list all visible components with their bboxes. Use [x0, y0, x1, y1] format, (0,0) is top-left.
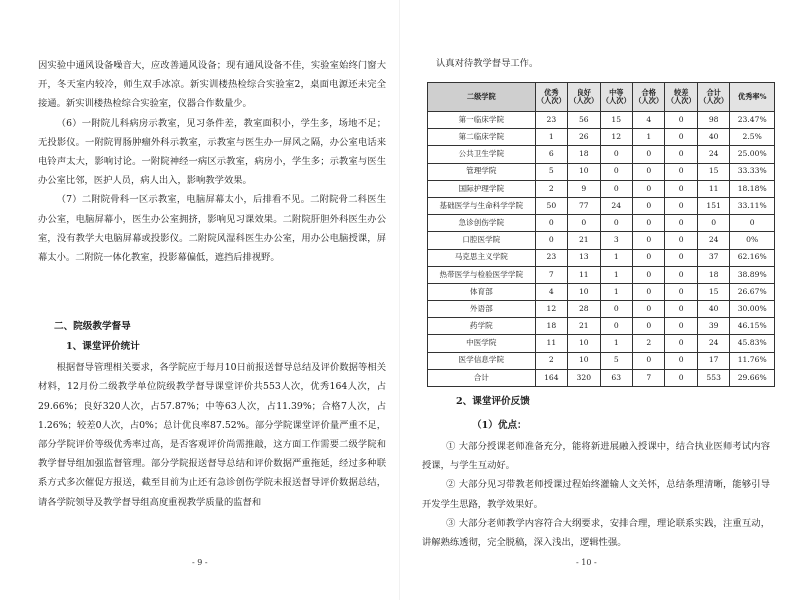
merit-marker: ② — [446, 479, 459, 491]
table-row — [428, 318, 775, 335]
table-cell-value: 38.89% — [730, 266, 775, 283]
table-cell-value: 0 — [665, 112, 697, 129]
table-cell-value: 18 — [535, 318, 567, 335]
merit-text: 大部分授课老师准备充分，能将新进展融入授课中，结合执业医师考试内容授课，与学生互动好。 — [422, 441, 770, 472]
table-cell-value: 1 — [600, 249, 632, 266]
table-header-cell: 较差 （人次） — [665, 83, 697, 112]
table-cell-value: 0 — [665, 352, 697, 369]
table-cell-value: 0 — [633, 180, 665, 197]
table-cell-value: 2 — [535, 352, 567, 369]
table-cell-value: 63 — [600, 369, 632, 386]
table-cell-value: 18.18% — [730, 180, 775, 197]
table-cell-value: 11 — [697, 180, 729, 197]
table-row — [428, 369, 775, 386]
table-cell-value: 2.5% — [730, 129, 775, 146]
table-cell-value: 0 — [665, 180, 697, 197]
table-cell-college: 基础医学与生命科学学院 — [428, 197, 536, 214]
table-cell-value: 26.67% — [730, 283, 775, 300]
table-header-cell: 优秀率% — [730, 83, 775, 112]
subsection-heading-2: 2、课堂评价反馈 — [456, 396, 530, 407]
table-cell-value: 0 — [633, 318, 665, 335]
page-10 — [400, 0, 800, 600]
table-header-cell: 合格 （人次） — [633, 83, 665, 112]
page-number-left: - 9 - — [192, 558, 208, 567]
table-cell-college: 口腔医学院 — [428, 232, 536, 249]
table-cell-value: 30.00% — [730, 301, 775, 318]
table-cell-value: 0 — [665, 215, 697, 232]
table-row — [428, 301, 775, 318]
table-cell-value: 56 — [568, 112, 600, 129]
table-cell-value: 11 — [535, 335, 567, 352]
table-cell-value: 18 — [697, 266, 729, 283]
table-cell-value: 0 — [633, 232, 665, 249]
table-cell-value: 0 — [665, 318, 697, 335]
table-cell-value: 17 — [697, 352, 729, 369]
table-cell-college: 急诊创伤学院 — [428, 215, 536, 232]
paragraph-intro: 认真对待教学督导工作。 — [436, 58, 539, 69]
table-cell-value: 37 — [697, 249, 729, 266]
table-cell-college: 第一临床学院 — [428, 112, 536, 129]
table-cell-college: 中医学院 — [428, 335, 536, 352]
table-cell-value: 11.76% — [730, 352, 775, 369]
table-cell-value: 15 — [697, 283, 729, 300]
table-cell-value: 3 — [600, 232, 632, 249]
table-cell-value: 4 — [633, 112, 665, 129]
table-cell-value: 0 — [600, 301, 632, 318]
table-cell-value: 0 — [665, 146, 697, 163]
table-cell-college: 合计 — [428, 369, 536, 386]
table-cell-college: 外语部 — [428, 301, 536, 318]
table-cell-value: 7 — [633, 369, 665, 386]
paragraph-item-7: （7）二附院骨科一区示教室，电脑屏幕太小，后排看不见。二附院骨二科医生办公室，电脑屏幕小，医生办公室拥挤，影响见习课效果。二附院肝胆外科医生办公室，没有教学大电脑屏幕或投影仪。二附院风湿科医生办公室，用办公电脑授课，屏幕太小。二附院一体化教室，投影幕偏低，遮挡后排视野。 — [38, 194, 386, 264]
table-cell-value: 10 — [568, 283, 600, 300]
table-cell-value: 40 — [697, 301, 729, 318]
table-row — [428, 249, 775, 266]
table-cell-college: 体育部 — [428, 283, 536, 300]
table-row — [428, 180, 775, 197]
table-row — [428, 232, 775, 249]
table-cell-college: 药学院 — [428, 318, 536, 335]
table-cell-value: 33.33% — [730, 163, 775, 180]
evaluation-table — [427, 82, 775, 387]
table-cell-value: 2 — [633, 335, 665, 352]
table-cell-value: 0 — [633, 197, 665, 214]
table-cell-value: 10 — [568, 335, 600, 352]
table-cell-value: 0 — [665, 301, 697, 318]
table-cell-value: 33.11% — [730, 197, 775, 214]
table-cell-value: 5 — [535, 163, 567, 180]
merit-text: 大部分老师教学内容符合大纲要求，安排合理，理论联系实践，注重互动，讲解熟练透彻，完全脱稿，深入浅出，逻辑性强。 — [422, 517, 770, 549]
table-row — [428, 146, 775, 163]
table-cell-value: 25.00% — [730, 146, 775, 163]
table-cell-value: 2 — [535, 180, 567, 197]
table-cell-value: 46.15% — [730, 318, 775, 335]
table-cell-value: 0% — [730, 232, 775, 249]
table-cell-value: 10 — [568, 352, 600, 369]
table-cell-value: 164 — [535, 369, 567, 386]
table-row — [428, 266, 775, 283]
table-header-cell: 优秀 （人次） — [535, 83, 567, 112]
table-header-cell: 合计 （人次） — [697, 83, 729, 112]
table-cell-value: 24 — [697, 335, 729, 352]
table-cell-college: 国际护理学院 — [428, 180, 536, 197]
table-cell-value: 1 — [600, 283, 632, 300]
table-cell-value: 10 — [568, 163, 600, 180]
table-cell-value: 0 — [633, 146, 665, 163]
table-cell-value: 0 — [665, 163, 697, 180]
table-cell-value: 13 — [568, 249, 600, 266]
table-cell-value: 7 — [535, 266, 567, 283]
table-cell-value: 0 — [633, 301, 665, 318]
table-header-cell: 良好 （人次） — [568, 83, 600, 112]
table-row — [428, 112, 775, 129]
table-cell-value: 24 — [600, 197, 632, 214]
table-cell-value: 320 — [568, 369, 600, 386]
table-cell-value: 0 — [665, 369, 697, 386]
table-cell-value: 6 — [535, 146, 567, 163]
table-cell-college: 热带医学与检验医学学院 — [428, 266, 536, 283]
table-header-cell: 中等 （人次） — [600, 83, 632, 112]
table-cell-value: 28 — [568, 301, 600, 318]
table-cell-value: 12 — [535, 301, 567, 318]
table-cell-value: 1 — [600, 335, 632, 352]
table-cell-value: 0 — [665, 197, 697, 214]
table-cell-value: 18 — [568, 146, 600, 163]
table-cell-value: 1 — [535, 129, 567, 146]
merits-list — [422, 437, 770, 552]
table-cell-value: 23.47% — [730, 112, 775, 129]
table-cell-value: 98 — [697, 112, 729, 129]
table-row — [428, 197, 775, 214]
paragraph-item-6: （6）一附院儿科病房示教室，见习条件差，教室面积小，学生多，场地不足；无投影仪。一附院胃肠肿瘤外科示教室，示教室与医生办一屏风之隔，办公室电话来电铃声太大，影响讨论。一附院神经一病区示教室，病房小，学生多；示教室与医生办公室比邻，医护人员，病人出入，影响教学效果。 — [38, 117, 386, 187]
page-number-right: - 10 - — [576, 558, 597, 567]
paragraph-ventilation: 因实验中通风设备噪音大，应改善通风设备；现有通风设备不佳，实验室始终门窗大开，冬天室内较冷，师生双手冰凉。新实训楼热检综合实验室2，桌面电源还未完全接通。新实训楼热检综合实验室，仪器合作数量少。 — [38, 60, 386, 110]
table-cell-value: 4 — [535, 283, 567, 300]
table-cell-value: 0 — [665, 283, 697, 300]
table-header-row — [428, 83, 775, 112]
merits-heading: （1）优点： — [472, 420, 527, 431]
table-cell-value: 0 — [600, 215, 632, 232]
table-body — [428, 112, 775, 387]
table-cell-college: 公共卫生学院 — [428, 146, 536, 163]
table-cell-value: 0 — [600, 180, 632, 197]
table-row — [428, 352, 775, 369]
table-cell-value: 1 — [633, 129, 665, 146]
table-cell-value: 0 — [535, 215, 567, 232]
table-cell-value: 45.83% — [730, 335, 775, 352]
table-cell-value: 40 — [697, 129, 729, 146]
merit-marker: ① — [446, 441, 459, 452]
table-cell-value: 0 — [665, 249, 697, 266]
table-cell-value: 0 — [633, 266, 665, 283]
table-cell-college: 第二临床学院 — [428, 129, 536, 146]
table-cell-value: 62.16% — [730, 249, 775, 266]
table-cell-value: 0 — [535, 232, 567, 249]
table-cell-value: 0 — [730, 215, 775, 232]
table-cell-value: 21 — [568, 318, 600, 335]
merit-item — [422, 475, 770, 513]
table-cell-college: 医学信息学院 — [428, 352, 536, 369]
merit-text: 大部分见习带教老师授课过程始终灌输人文关怀，总结条理清晰，能够引导开发学生思路，教学效果好。 — [422, 479, 770, 510]
table-cell-value: 11 — [568, 266, 600, 283]
table-cell-value: 15 — [697, 163, 729, 180]
table-row — [428, 215, 775, 232]
table-cell-value: 29.66% — [730, 369, 775, 386]
table-cell-value: 50 — [535, 197, 567, 214]
table-row — [428, 163, 775, 180]
table-row — [428, 129, 775, 146]
table-cell-value: 0 — [665, 129, 697, 146]
table-cell-value: 0 — [633, 249, 665, 266]
table-cell-value: 9 — [568, 180, 600, 197]
table-cell-value: 0 — [697, 215, 729, 232]
table-cell-value: 39 — [697, 318, 729, 335]
table-cell-value: 0 — [568, 215, 600, 232]
table-cell-value: 151 — [697, 197, 729, 214]
table-cell-value: 12 — [600, 129, 632, 146]
table-cell-value: 24 — [697, 232, 729, 249]
table-cell-value: 0 — [665, 266, 697, 283]
table-cell-value: 5 — [600, 352, 632, 369]
table-cell-value: 15 — [600, 112, 632, 129]
table-cell-value: 553 — [697, 369, 729, 386]
table-cell-value: 0 — [600, 318, 632, 335]
table-cell-value: 1 — [600, 266, 632, 283]
table-cell-value: 24 — [697, 146, 729, 163]
table-row — [428, 283, 775, 300]
table-cell-value: 0 — [633, 215, 665, 232]
table-cell-value: 23 — [535, 112, 567, 129]
subsection-heading-1: 1、课堂评价统计 — [66, 341, 140, 353]
table-cell-college: 马克思主义学院 — [428, 249, 536, 266]
merit-marker: ③ — [446, 517, 459, 529]
table-header-cell: 二级学院 — [428, 83, 536, 112]
section-heading: 二、院级教学督导 — [54, 321, 131, 333]
table-cell-value: 23 — [535, 249, 567, 266]
paragraph-statistics: 根据督导管理相关要求，各学院应于每月10日前报送督导总结及评价数据等相关材料，12月份二级教学单位院级教学督导课堂评价共553人次，优秀164人次，占29.66%；良好320人次，占57.87%；中等63人次，占11.39%；合格7人次，占1.26%；较差0人次，占0%；总计优良率87.52%。部分学院课堂评价量严重不足，部分学院评价等级优秀率过高，是否客观评价尚需推敲，这方面工作需要二级学院和教学督导组加强监督管理。部分学院报送督导总结和评价数据严重拖延，经过多种联系方式多次催促方报送，截至目前为止还有急诊创伤学院未报送督导评价数据总结，请各学院领导及教学督导组高度重视教学质量的监督和 — [38, 362, 386, 508]
table-cell-value: 0 — [633, 163, 665, 180]
table-row — [428, 335, 775, 352]
table-cell-value: 21 — [568, 232, 600, 249]
table-cell-value: 0 — [665, 335, 697, 352]
table-cell-value: 0 — [633, 352, 665, 369]
table-cell-value: 0 — [665, 232, 697, 249]
table-cell-value: 0 — [600, 163, 632, 180]
table-cell-value: 26 — [568, 129, 600, 146]
table-cell-value: 77 — [568, 197, 600, 214]
table-cell-college: 管理学院 — [428, 163, 536, 180]
merit-item — [422, 437, 770, 475]
table-cell-value: 0 — [633, 283, 665, 300]
table-cell-value: 0 — [600, 146, 632, 163]
merit-item — [422, 514, 770, 552]
